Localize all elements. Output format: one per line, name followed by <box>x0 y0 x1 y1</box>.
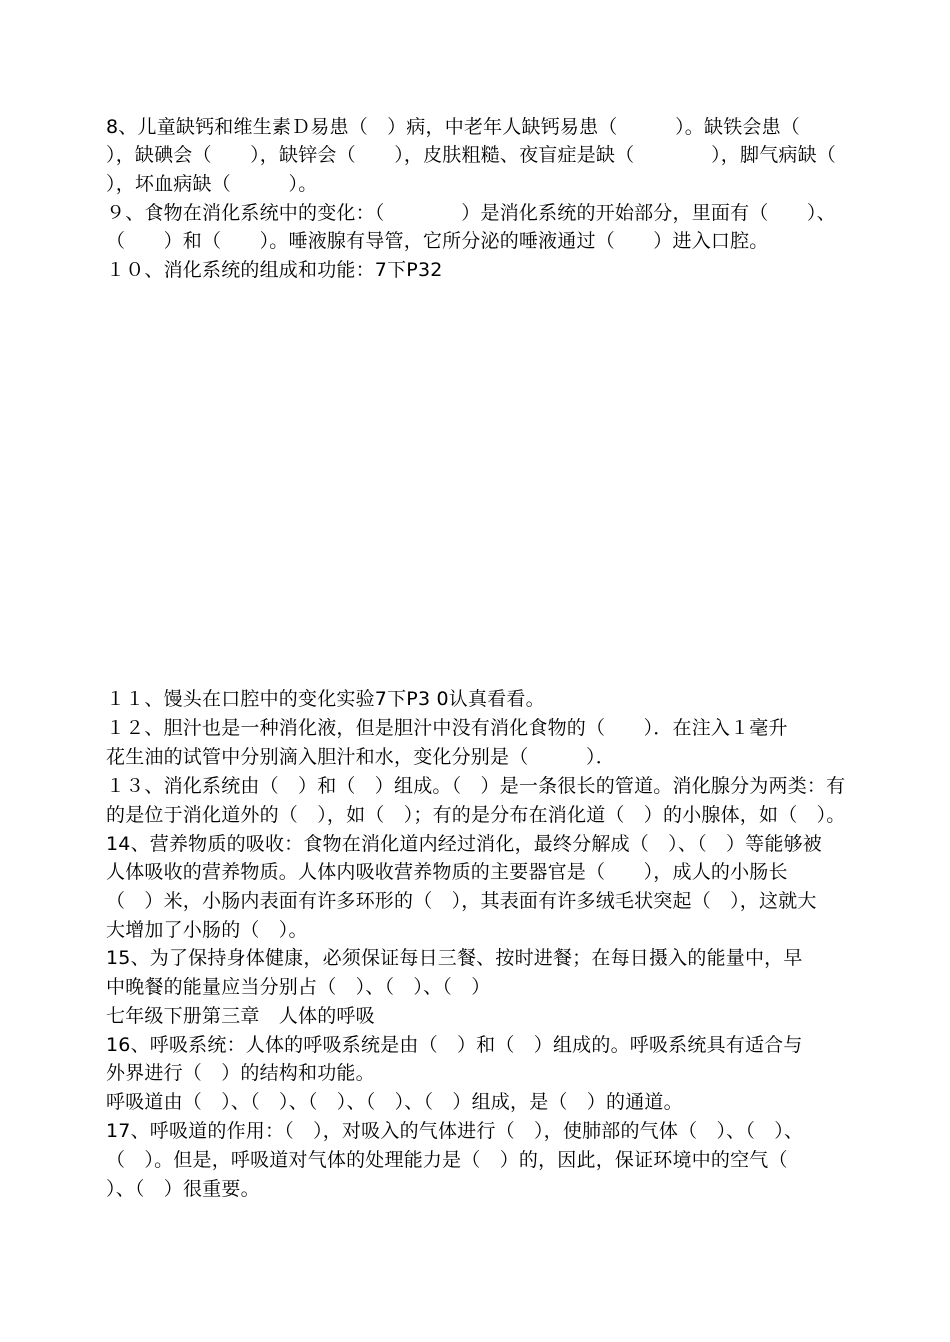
text-line: 中晚餐的能量应当分别占（ ）、（ ）、（ ） <box>106 976 491 998</box>
text-line: 17、呼吸道的作用：（ ），对吸入的气体进行（ ），使肺部的气体（ ）、（ ）、 <box>106 1120 804 1142</box>
text-line: 的是位于消化道外的（ ），如（ ）；有的是分布在消化道（ ）的小腺体，如（ ）。 <box>106 804 846 826</box>
text-line: 15、为了保持身体健康，必须保证每日三餐、按时进餐；在每日摄入的能量中，早 <box>106 947 803 969</box>
text-line: ９、食物在消化系统中的变化：（ ）是消化系统的开始部分，里面有（ ）、 <box>106 202 836 224</box>
text-line: 大增加了小肠的（ ）。 <box>106 919 308 941</box>
text-line: 人体吸收的营养物质。人体内吸收营养物质的主要器官是（ ），成人的小肠长 <box>106 861 788 883</box>
text-line: ），坏血病缺（ ）。 <box>106 173 318 195</box>
text-line: 七年级下册第三章 人体的呼吸 <box>106 1005 375 1027</box>
text-line: （ ）。但是，呼吸道对气体的处理能力是（ ）的，因此，保证环境中的空气（ <box>106 1149 788 1171</box>
text-line: 呼吸道由（ ）、（ ）、（ ）、（ ）、（ ）组成，是（ ）的通道。 <box>106 1091 683 1113</box>
text-line: 8、儿童缺钙和维生素Ｄ易患（ ）病，中老年人缺钙易患（ ）。缺铁会患（ <box>106 116 800 138</box>
text-line: （ ）和（ ）。唾液腺有导管，它所分泌的唾液通过（ ）进入口腔。 <box>106 230 769 252</box>
text-line: ）、（ ）很重要。 <box>106 1178 260 1200</box>
text-line: １２、胆汁也是一种消化液，但是胆汁中没有消化食物的（ ）．在注入１毫升 <box>106 717 788 739</box>
text-line: ），缺碘会（ ），缺锌会（ ），皮肤粗糙、夜盲症是缺（ ），脚气病缺（ <box>106 144 837 166</box>
text-line: １０、消化系统的组成和功能：7下P32 <box>106 259 443 281</box>
text-line: １３、消化系统由（ ）和（ ）组成。（ ）是一条很长的管道。消化腺分为两类：有 <box>106 775 846 797</box>
text-line: １１、馒头在口腔中的变化实验7下P3 0认真看看。 <box>106 688 545 710</box>
text-line: 外界进行（ ）的结构和功能。 <box>106 1062 375 1084</box>
text-line: 14、营养物质的吸收：食物在消化道内经过消化，最终分解成（ ）、（ ）等能够被 <box>106 833 822 855</box>
text-line: （ ）米，小肠内表面有许多环形的（ ），其表面有许多绒毛状突起（ ），这就大 <box>106 890 817 912</box>
text-line: 16、呼吸系统：人体的呼吸系统是由（ ）和（ ）组成的。呼吸系统具有适合与 <box>106 1034 803 1056</box>
text-line: 花生油的试管中分别滴入胆汁和水，变化分别是（ ）． <box>106 746 615 768</box>
